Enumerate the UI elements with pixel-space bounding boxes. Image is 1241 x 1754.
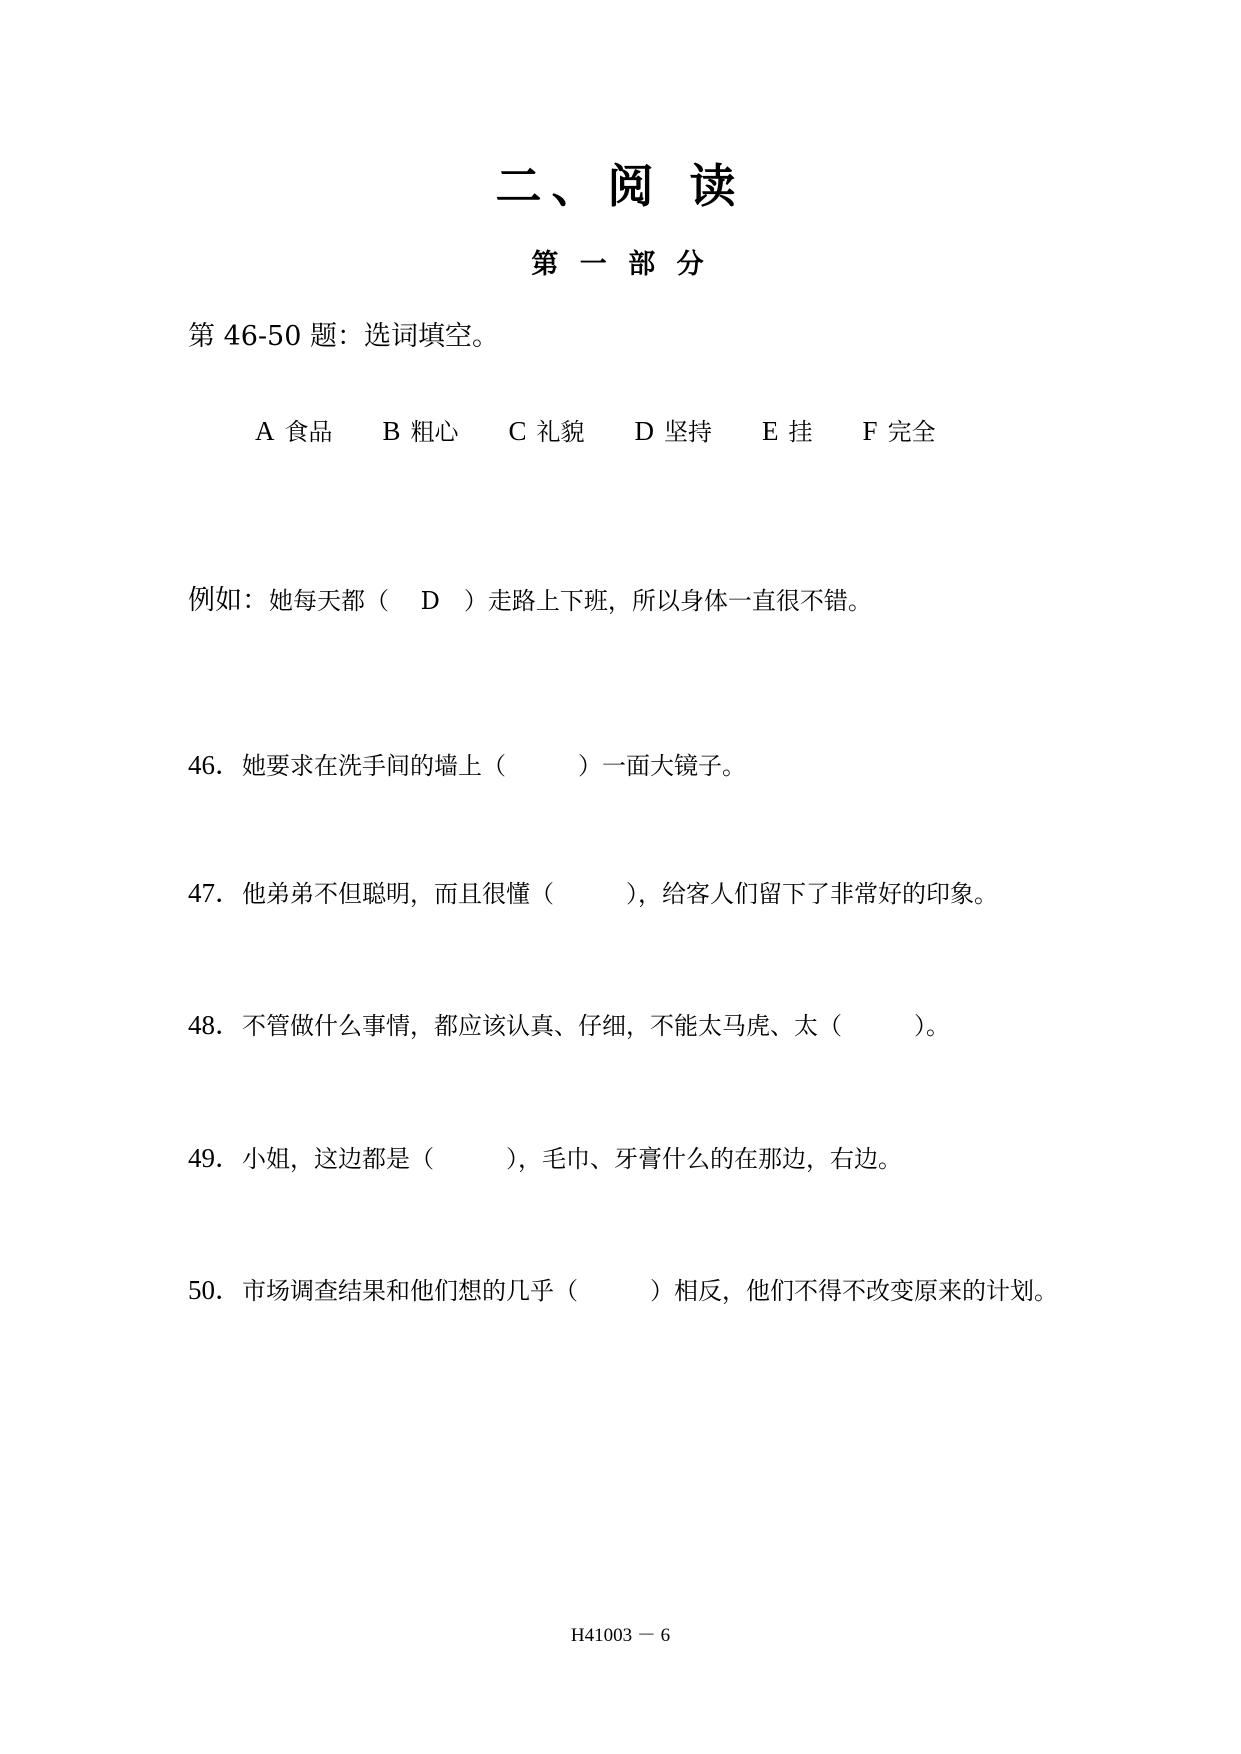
option-word: 食品 <box>284 418 333 446</box>
option-c <box>509 412 585 447</box>
part-title: 第 一 部 分 <box>531 249 710 280</box>
option-letter: C <box>508 416 527 446</box>
option-letter: A <box>255 416 275 446</box>
example-text: 她每天都（ D ）走路上下班，所以身体一直很不错。 <box>269 587 872 615</box>
question-47 <box>188 871 998 910</box>
option-d <box>635 412 713 447</box>
option-word: 完全 <box>887 418 936 446</box>
option-e <box>762 412 813 447</box>
instruction: 第 46-50 题：选词填空。 <box>188 321 500 352</box>
example-sentence <box>188 578 872 617</box>
question-number: 46． <box>188 750 242 780</box>
option-f <box>863 412 936 447</box>
question-46 <box>188 743 746 782</box>
word-options <box>255 412 936 452</box>
option-word: 粗心 <box>410 418 459 446</box>
section-title: 二、阅 读 <box>495 159 746 213</box>
option-word: 坚持 <box>664 418 713 446</box>
option-b <box>383 412 459 447</box>
question-number: 47． <box>188 878 242 908</box>
option-word: 礼貌 <box>536 418 585 446</box>
option-word: 挂 <box>788 418 813 446</box>
page-footer: H41003 － 6 <box>570 1625 671 1646</box>
question-50 <box>188 1268 1058 1307</box>
question-text: 他弟弟不但聪明，而且很懂（ ），给客人们留下了非常好的印象。 <box>242 880 998 908</box>
option-letter: F <box>862 416 878 446</box>
example-label: 例如： <box>188 585 269 616</box>
option-letter: B <box>382 416 401 446</box>
question-48 <box>188 1003 950 1042</box>
question-text: 她要求在洗手间的墙上（ ）一面大镜子。 <box>242 752 746 780</box>
question-text: 小姐，这边都是（ ），毛巾、牙膏什么的在那边，右边。 <box>242 1145 902 1173</box>
question-text: 不管做什么事情，都应该认真、仔细，不能太马虎、太（ ）。 <box>242 1012 950 1040</box>
question-number: 50． <box>188 1275 242 1305</box>
option-letter: D <box>634 416 655 446</box>
option-a <box>255 412 333 447</box>
question-49 <box>188 1136 902 1175</box>
question-number: 48． <box>188 1010 242 1040</box>
option-letter: E <box>762 416 779 446</box>
question-number: 49． <box>188 1143 242 1173</box>
question-text: 市场调查结果和他们想的几乎（ ）相反，他们不得不改变原来的计划。 <box>242 1277 1058 1305</box>
